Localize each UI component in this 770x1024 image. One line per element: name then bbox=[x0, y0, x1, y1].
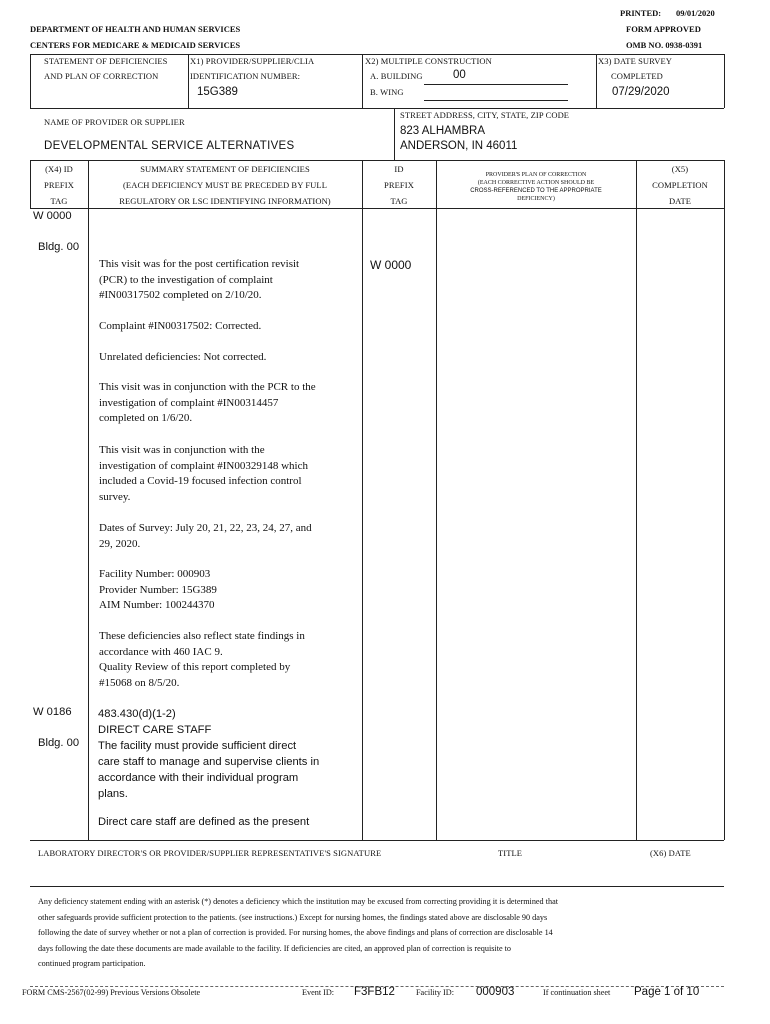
continuation-label: If continuation sheet bbox=[543, 988, 611, 997]
facility-id-label: Facility ID: bbox=[416, 988, 454, 997]
footnote bbox=[38, 894, 718, 972]
address-line-2: ANDERSON, IN 46011 bbox=[400, 140, 518, 152]
wing-label: B. WING bbox=[370, 87, 404, 97]
printed-label: PRINTED: bbox=[620, 8, 662, 18]
statement-label-1: STATEMENT OF DEFICIENCIES bbox=[44, 56, 168, 66]
id-label-2: PREFIX bbox=[384, 180, 414, 190]
summary-label-1: SUMMARY STATEMENT OF DEFICIENCIES bbox=[140, 164, 310, 174]
x5-label-1: (X5) bbox=[671, 164, 689, 174]
id-label-1: ID bbox=[394, 164, 404, 174]
para-visit-pcr: This visit was for the post certification revisit (PCR) to the investigation of complaint #IN00317502 completed on 2/10/20. bbox=[99, 258, 300, 301]
page-number: Page 1 of 10 bbox=[634, 986, 700, 998]
provider-name: DEVELOPMENTAL SERVICE ALTERNATIVES bbox=[44, 140, 295, 152]
department-title: DEPARTMENT OF HEALTH AND HUMAN SERVICES bbox=[30, 24, 241, 34]
centers-title: CENTERS FOR MEDICARE & MEDICAID SERVICES bbox=[30, 40, 241, 50]
tag-w0186: W 0186 bbox=[33, 706, 72, 718]
plan-label-1: PROVIDER'S PLAN OF CORRECTION bbox=[485, 172, 587, 178]
tag-w0000: W 0000 bbox=[33, 210, 72, 222]
provider-id-number: 15G389 bbox=[197, 86, 238, 98]
address-label: STREET ADDRESS, CITY, STATE, ZIP CODE bbox=[400, 110, 570, 120]
x4-label-3: TAG bbox=[50, 196, 68, 206]
plan-label-2: (EACH CORRECTIVE ACTION SHOULD BE bbox=[477, 180, 595, 186]
signature-label: LABORATORY DIRECTOR'S OR PROVIDER/SUPPLIER REPRESENTATIVE'S SIGNATURE bbox=[38, 848, 382, 858]
form-approved: FORM APPROVED bbox=[626, 24, 701, 34]
x2-label: X2) MULTIPLE CONSTRUCTION bbox=[365, 56, 492, 66]
facility-id-value: 000903 bbox=[476, 986, 515, 998]
id-label-3: TAG bbox=[390, 196, 408, 206]
x3-label: X3) DATE SURVEY bbox=[598, 56, 673, 66]
x5-label-3: DATE bbox=[668, 196, 692, 206]
event-id-value: F3FB12 bbox=[354, 986, 395, 998]
x3-sublabel: COMPLETED bbox=[611, 71, 663, 81]
footnote-line-1: Any deficiency statement ending with an asterisk (*) denotes a deficiency which the institution may be excused from correcting providing it is determined that bbox=[38, 897, 558, 906]
summary-label-3: REGULATORY OR LSC IDENTIFYING INFORMATION) bbox=[119, 196, 331, 206]
title-label: TITLE bbox=[498, 848, 523, 858]
bldg-label-2: Bldg. 00 bbox=[38, 737, 80, 749]
plan-label-3: CROSS-REFERENCED TO THE APPROPRIATE bbox=[470, 188, 602, 194]
para-direct-care-staff: 483.430(d)(1-2) DIRECT CARE STAFF The facility must provide sufficient direct care staff to manage and supervise clients in accordance with their individual program plans. bbox=[98, 708, 320, 800]
form-number: FORM CMS-2567(02-99) Previous Versions Obsolete bbox=[22, 988, 201, 997]
statement-label-2: AND PLAN OF CORRECTION bbox=[44, 71, 159, 81]
building-label: A. BUILDING bbox=[370, 71, 423, 81]
provider-name-label: NAME OF PROVIDER OR SUPPLIER bbox=[44, 117, 185, 127]
x1-sublabel: IDENTIFICATION NUMBER: bbox=[190, 71, 301, 81]
omb-number: OMB NO. 0938-0391 bbox=[626, 40, 703, 50]
footnote-line-5: continued program participation. bbox=[38, 959, 146, 968]
para-complaint-corrected: Complaint #IN00317502: Corrected. bbox=[99, 320, 262, 332]
para-visit-conjunction-1: This visit was in conjunction with the PCR to the investigation of complaint #IN00314457 completed on 1/6/20. bbox=[99, 381, 316, 424]
event-id-label: Event ID: bbox=[302, 988, 335, 997]
plan-label-4: DEFICIENCY) bbox=[517, 196, 555, 202]
para-facility-numbers: Facility Number: 000903 Provider Number: 15G389 AIM Number: 100244370 bbox=[99, 568, 217, 611]
footnote-line-2: other safeguards provide sufficient protection to the patients. (see instructions.) Except for nursing homes, the findings stated above are disclosable 90 days bbox=[38, 912, 548, 922]
footnote-line-3: following the date of survey whether or not a plan of correction is provided. For nursing homes, the above findings and plans of correction are disclosable 14 bbox=[38, 928, 553, 937]
footnote-line-4: days following the date these documents are made available to the facility. If deficiencies are cited, an approved plan of correction is requisite to bbox=[38, 943, 512, 953]
x4-label-1: (X4) ID bbox=[45, 164, 73, 174]
para-unrelated: Unrelated deficiencies: Not corrected. bbox=[99, 351, 267, 363]
id-tag-w0000: W 0000 bbox=[370, 258, 412, 272]
building-value: 00 bbox=[453, 69, 466, 81]
printed-date: 09/01/2020 bbox=[676, 8, 715, 18]
x5-label-2: COMPLETION bbox=[652, 180, 708, 190]
x1-label: X1) PROVIDER/SUPPLIER/CLIA bbox=[190, 56, 315, 66]
x4-label-2: PREFIX bbox=[44, 180, 74, 190]
bldg-label: Bldg. 00 bbox=[38, 241, 80, 253]
para-visit-conjunction-2: This visit was in conjunction with the investigation of complaint #IN00329148 which included a Covid-19 focused infection control survey. bbox=[99, 444, 308, 503]
x6-date-label: (X6) DATE bbox=[650, 848, 691, 858]
para-dates-of-survey: Dates of Survey: July 20, 21, 22, 23, 24, 27, and 29, 2020. bbox=[99, 522, 312, 550]
para-state-findings: These deficiencies also reflect state findings in accordance with 460 IAC 9. Quality Review of this report completed by #15068 on 8/5/20. bbox=[99, 630, 305, 689]
para-direct-care-defined: Direct care staff are defined as the present bbox=[98, 816, 310, 828]
summary-label-2: (EACH DEFICIENCY MUST BE PRECEDED BY FULL bbox=[122, 180, 328, 190]
survey-completed-date: 07/29/2020 bbox=[612, 86, 670, 98]
address-line-1: 823 ALHAMBRA bbox=[400, 125, 486, 137]
